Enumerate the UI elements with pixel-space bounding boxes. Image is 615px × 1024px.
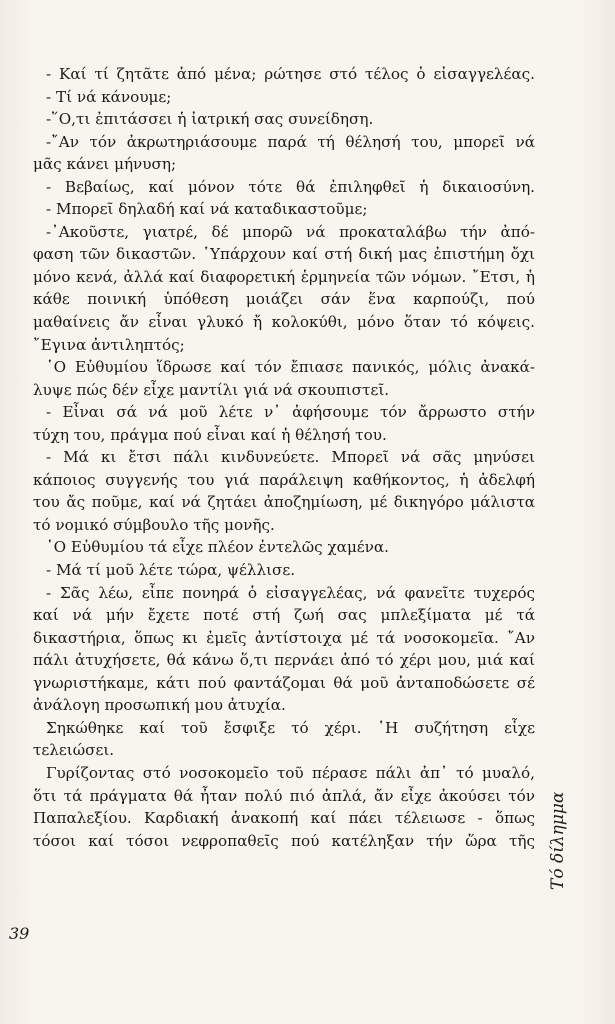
body-text [33, 63, 535, 852]
text-line: ῾Ο Εὐθυμίου τά εἶχε πλέον ἐντελῶς χαμένα. [46, 538, 389, 557]
text-line: μᾶς κάνει μήνυση; [33, 155, 177, 174]
text-line: - Βεβαίως, καί μόνον τότε θά ἐπιληφθεῖ ἡ δικαιοσύνη. [46, 177, 535, 196]
text-line: ῎Εγινα ἀντιληπτός; [33, 335, 185, 354]
text-line: ῾Ο Εὐθυμίου ἵδρωσε καί τόν ἔπιασε πανικός, μόλις ἀνακά- [46, 358, 535, 377]
text-line: -῞Ο,τι ἐπιτάσσει ἡ ἰατρική σας συνείδηση. [46, 110, 374, 129]
text-line: τό νομικό σύμβουλο τῆς μονῆς. [33, 515, 275, 534]
text-line: -᾿Ακοῦστε, γιατρέ, δέ μπορῶ νά προκαταλάβω τήν ἀπό- [46, 222, 535, 241]
text-line: τύχη του, πράγμα πού εἶναι καί ἡ θέλησή του. [33, 425, 387, 444]
text-line: μαθαίνεις ἄν εἶναι γλυκό ἤ κολοκύθι, μόνο ὅταν τό κόψεις. [33, 313, 535, 332]
text-line: πάλι ἀτυχήσετε, θά κάνω ὅ,τι περνάει ἀπό τό χέρι μου, μιά καί [33, 651, 535, 670]
text-line: κάποιος συγγενής του γιά παράλειψη καθήκοντος, ἡ ἀδελφή [33, 470, 535, 489]
text-line: Σηκώθηκε καί τοῦ ἔσφιξε τό χέρι. ῾Η συζήτηση εἶχε [46, 718, 535, 737]
text-line: Παπαλεξίου. Καρδιακή ἀνακοπή καί πάει τέλειωσε - ὅπως [33, 809, 535, 828]
text-line: - Μά τί μοῦ λέτε τώρα, ψέλλισε. [46, 561, 296, 580]
text-line: -῎Αν τόν ἀκρωτηριάσουμε παρά τή θέλησή του, μπορεῖ νά [46, 132, 535, 151]
text-line: Γυρίζοντας στό νοσοκομεῖο τοῦ πέρασε πάλι ἀπ᾿ τό μυαλό, [46, 763, 535, 782]
text-line: - Τί νά κάνουμε; [46, 87, 172, 106]
text-line: γνωριστήκαμε, κάτι πού φαντάζομαι θά μοῦ ἀνταποδώσετε σέ [33, 673, 535, 692]
text-line: κάθε ποινική ὑπόθεση μοιάζει σάν ἕνα καρπούζι, πού [33, 290, 535, 309]
text-line: - Μπορεῖ δηλαδή καί νά καταδικαστοῦμε; [46, 200, 368, 219]
text-line: καί νά μήν ἔχετε ποτέ στή ζωή σας μπλεξίματα μέ τά [33, 606, 535, 625]
text-line: μόνο κενά, ἀλλά καί διαφορετική ἑρμηνεία τῶν νόμων. ῎Ετσι, ἡ [33, 267, 535, 286]
page-number: 39 [9, 924, 30, 943]
text-line: λυψε πώς δέν εἶχε μαντίλι γιά νά σκουπιστεῖ. [33, 380, 390, 399]
running-head: Τό δίλημμα [548, 791, 568, 890]
text-line: ἀνάλογη προσωπική μου ἀτυχία. [33, 696, 286, 715]
text-line: δικαστήρια, ὅπως κι ἐμεῖς ἀντίστοιχα μέ τά νοσοκομεῖα. ῎Αν [33, 628, 535, 647]
text-line: - Σᾶς λέω, εἶπε πονηρά ὁ εἰσαγγελέας, νά φανεῖτε τυχερός [46, 583, 535, 602]
text-line: ὅτι τά πράγματα θά ἦταν πολύ πιό ἁπλά, ἄν εἶχε ἀκούσει τόν [33, 786, 535, 805]
text-line: - Εἶναι σά νά μοῦ λέτε ν᾿ ἀφήσουμε τόν ἄρρωστο στήν [46, 403, 535, 422]
text-line: φαση τῶν δικαστῶν. ῾Υπάρχουν καί στή δική μας ἐπιστήμη ὄχι [33, 245, 535, 264]
text-line: - Καί τί ζητᾶτε ἀπό μένα; ρώτησε στό τέλος ὁ εἰσαγγελέας. [46, 65, 535, 83]
text-line: τόσοι καί τόσοι νεφροπαθεῖς πού κατέληξαν τήν ὥρα τῆς [33, 831, 535, 850]
text-line: τελειώσει. [33, 741, 115, 760]
text-line: - Μά κι ἔτσι πάλι κινδυνεύετε. Μπορεῖ νά σᾶς μηνύσει [46, 448, 535, 467]
text-line: του ἄς ποῦμε, καί νά ζητάει ἀποζημίωση, μέ δικηγόρο μάλιστα [33, 493, 535, 512]
